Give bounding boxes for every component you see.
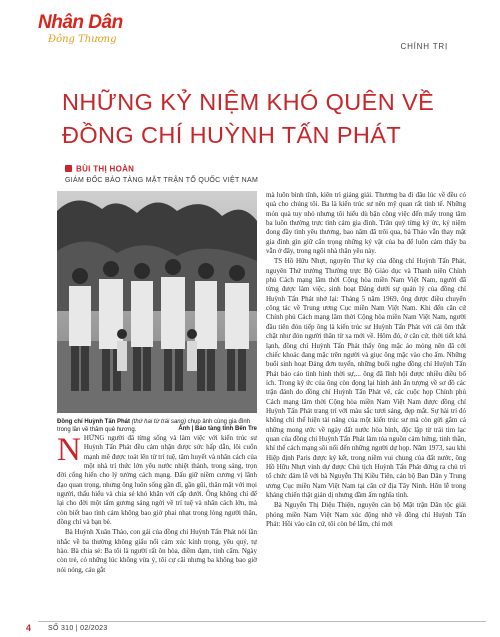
- article-column-right: [266, 191, 466, 605]
- author-row: [65, 160, 134, 172]
- paragraph: mà luôn bình tĩnh, kiên trì giảng giải. Thương ba đi đâu lúc về đều có quà cho chúng tôi. Ba là kiến trúc sư nên mỹ quan rất tinh tế. Những món quà tuy nhỏ nhưng tôi hiểu dù bận công việc đến mấy trong tâm ba luôn thường trực tình cảm gia đình. Trân quý từng ký ức, kỷ niệm đong đầy tình yêu thương, bao năm đã trôi qua, bà Thảo vẫn thay mặt gia đình gìn giữ cẩn trọng những kỷ vật của ba để luôn cảm thấy ba vẫn ở đây, trong ngôi nhà thân yêu này.: [266, 191, 466, 256]
- logo-main-text: Nhân Dân: [38, 12, 123, 33]
- photo-credit: Ảnh | Bảo tàng tỉnh Bến Tre: [178, 426, 257, 432]
- article-column-left: [57, 434, 257, 604]
- paragraph: TS Hồ Hữu Nhựt, nguyên Thư ký của đồng chí Huỳnh Tấn Phát, nguyên Thứ trưởng Thường trực Bộ Giáo dục và Thanh niên Chính phủ Cách mạng lâm thời Cộng hòa miền Nam Việt Nam, người đã từng được làm việc, sinh hoạt Đảng dưới sự quản lý của đồng chí Huỳnh Tấn Phát nhớ lại: Tháng 5 năm 1969, ông được điều chuyển công tác về Trung ương Cục miền Nam Việt Nam. Khi đến căn cứ Chính phủ Cách mạng lâm thời Cộng hòa miền Nam Việt Nam, người đầu tiên đón tiếp ông là kiến trúc sư Huỳnh Tấn Phát với cái ôm thắt chặt như đón người thân từ xa mới về. Hôm đó, ở căn cứ, thời tiết khá lạnh, đồng chí Huỳnh Tấn Phát thấy ông mặc áo mỏng nên đã cởi chiếc khoác đang mặc trên người và giục ông mặc vào cho ấm. Những buổi sinh hoạt Đảng đơn tuyến, những buổi nghe đồng chí Huỳnh Tấn Phát báo cáo tình hình thời sự,... ông đã lĩnh hội được nhiều điều bổ ích. Trong ký ức của ông còn đọng lại hình ảnh ấn tượng về sơ đồ các trận đánh do đồng chí Huỳnh Tấn Phát vẽ, các cuộc họp Chính phủ Cách mạng lâm thời Cộng hòa miền Nam Việt Nam được đồng chí Huỳnh Tấn Phát trang trí với màu sắc tươi sáng, đẹp mắt. Sự hài trí đó không chỉ thể hiện tài năng của một kiến trúc sư mà còn gửi gắm cả những mong ước về ngày đất nước hòa bình, độc lập từ trái tim lạc quan của đồng chí Huỳnh Tấn Phát làm tỏa nguồn cảm hứng, tinh thần, khí thế cách mạng sôi nổi đến những người dự họp. Năm 1973, sau khi Hiệp định Paris được ký kết, trong niềm vui chung của đất nước, ông Hồ Hữu Nhựt vinh dự được Chủ tịch Huỳnh Tấn Phát đứng ra chủ trì tổ chức đám lễ với bà Nguyễn Thị Kiều Tiên, cán bộ Ban Dân y Trung ương Cục miền Nam Việt Nam tại căn cứ địa Tây Ninh. Hôn lễ trong kháng chiến thật giản dị nhưng đầm ấm nghĩa tình.: [266, 257, 466, 499]
- author-marker-icon: [65, 165, 72, 172]
- section-label: CHÍNH TRỊ: [400, 42, 448, 51]
- paragraph: Bà Nguyễn Thị Diệu Thiện, nguyên cán bộ Mặt trận Dân tộc giải phóng miền Nam Việt Nam xúc động nhớ về đồng chí Huỳnh Tấn Phát: Hồi vào căn cứ, tôi còn bé lắm, chỉ mới: [266, 501, 466, 529]
- footer-divider: [38, 621, 486, 622]
- group-photo-image: [57, 191, 257, 413]
- author-name: BÙI THỊ HOÀN: [76, 164, 135, 174]
- article-title: NHỮNG KỶ NIỆM KHÓ QUÊN VỀ ĐỒNG CHÍ HUỲNH TẤN PHÁT: [62, 89, 435, 148]
- paragraph: HỮNG người đã từng sống và làm việc với kiến trúc sư Huỳnh Tấn Phát đều cảm nhận được sức hấp dẫn, lôi cuốn mạnh mẽ được toát lên từ trí tuệ, tâm huyết và nhân cách của một nhà trí thức lớn yêu nước nhiệt thành, trong sáng, trọn đời cống hiến cho lý tưởng cách mạng. Đấu giữ niềm cương vị lãnh đạo quan trọng, nhưng ông luôn sống gần dĩ, gần gũi, thân mật với mọi người, thấu hiểu và chia sẻ khó khăn với cấp dưới. Ông không chỉ để lại cho đời một tấm gương sáng ngời về trí tuệ và nhân cách lớn, mà còn biết bao tình cảm không bao giờ phai nhạt trong lòng người thân, đồng chí và bạn bè.: [57, 434, 257, 527]
- paragraph: Bà Huỳnh Xuân Thảo, con gái của đồng chí Huỳnh Tấn Phát nói lần nhắc về ba thường không giấu nổi cảm xúc kính trọng, yêu quý, tự hào. Bà chia sẻ: Ba tôi là người rất ôn hòa, điềm đạm, tinh cẩm. Ngày còn trẻ, có những lúc không vừa ý, tôi cự cãi nhưng ba không bao giờ nói nóng, cáu gắt: [57, 528, 257, 574]
- drop-cap: N: [57, 434, 81, 468]
- caption-position: (thứ hai từ trái sang): [131, 419, 186, 425]
- caption-subject: Đồng chí Huỳnh Tấn Phát: [57, 419, 130, 425]
- logo-sub-text: Đông Thương: [48, 34, 117, 45]
- publication-logo: [38, 10, 130, 50]
- author-role: GIÁM ĐỐC BẢO TÀNG MẶT TRẬN TỔ QUỐC VIỆT NAM: [65, 177, 259, 184]
- article-photo: [57, 191, 257, 413]
- caption-text: chụp ảnh cùng gia đình trong lần về thăm quê hương.: [57, 419, 251, 433]
- page-number: 4: [26, 623, 32, 633]
- issue-info: SỐ 310 | 02/2023: [48, 625, 108, 632]
